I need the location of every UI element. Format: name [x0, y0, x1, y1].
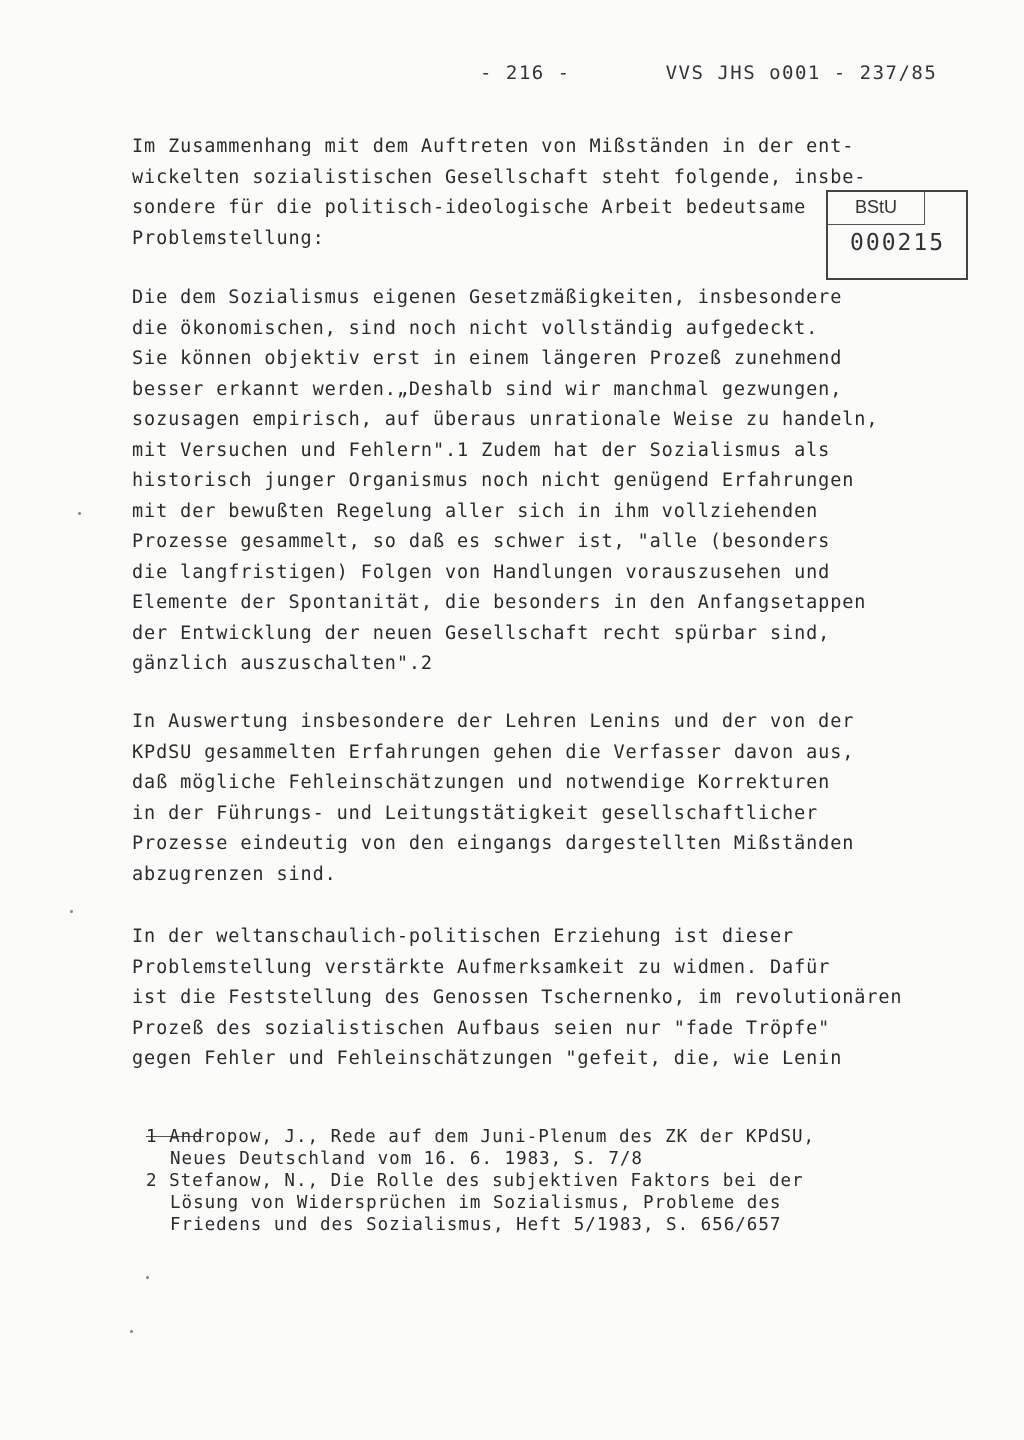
- text-line: In Auswertung insbesondere der Lehren Lenins und der von der: [132, 711, 855, 732]
- text-line: Elemente der Spontanität, die besonders in den Anfangsetappen: [132, 592, 867, 613]
- text-line: daß mögliche Fehleinschätzungen und notwendige Korrekturen: [132, 772, 831, 793]
- stamp-number: 000215: [850, 230, 946, 256]
- text-line: mit der bewußten Regelung aller sich in ihm vollziehenden: [132, 500, 819, 522]
- text-line: wickelten sozialistischen Gesellschaft steht folgende, insbe-: [132, 166, 867, 188]
- page-number: - 216 -: [480, 62, 571, 84]
- text-line: abzugrenzen sind.: [132, 863, 337, 885]
- footnote-line: Neues Deutschland vom 16. 6. 1983, S. 7/8: [170, 1149, 643, 1169]
- text-line: historisch junger Organismus noch nicht genügend Erfahrungen: [132, 470, 855, 491]
- text-line: Die dem Sozialismus eigenen Gesetzmäßigkeiten, insbesondere: [132, 287, 843, 308]
- footnote-line: 2 Stefanow, N., Die Rolle des subjektiven Faktors bei der: [146, 1171, 804, 1191]
- text-line: Prozesse gesammelt, so daß es schwer ist, "alle (besonders: [132, 531, 831, 552]
- footnote-line: 1 Andropow, J., Rede auf dem Juni-Plenum des ZK der KPdSU,: [146, 1127, 816, 1147]
- text-line: Sie können objektiv erst in einem längeren Prozeß zunehmend: [132, 348, 843, 369]
- text-line: Prozesse eindeutig von den eingangs dargestellten Mißständen: [132, 833, 855, 854]
- scan-speck: [130, 1330, 133, 1333]
- paragraph-1: [132, 132, 867, 254]
- page-header: [480, 62, 937, 84]
- text-line: mit Versuchen und Fehlern".1 Zudem hat der Sozialismus als: [132, 439, 831, 461]
- text-line: besser erkannt werden.„Deshalb sind wir manchmal gezwungen,: [132, 378, 843, 400]
- footnote-line: Friedens und des Sozialismus, Heft 5/1983, S. 656/657: [170, 1215, 782, 1235]
- text-line: Prozeß des sozialistischen Aufbaus seien nur "fade Tröpfe": [132, 1017, 831, 1039]
- text-line: der Entwicklung der neuen Gesellschaft recht spürbar sind,: [132, 622, 831, 644]
- text-line: ist die Feststellung des Genossen Tschernenko, im revolutionären: [132, 987, 903, 1008]
- scan-speck: [70, 910, 73, 913]
- paragraph-4: [132, 922, 903, 1075]
- paragraph-2: [132, 283, 892, 680]
- text-line: die langfristigen) Folgen von Handlungen vorauszusehen und: [132, 561, 831, 583]
- text-line: gegen Fehler und Fehleinschätzungen "gefeit, die, wie Lenin: [132, 1048, 843, 1069]
- scan-speck: [78, 512, 81, 515]
- text-line: Problemstellung verstärkte Aufmerksamkeit zu widmen. Dafür: [132, 956, 831, 978]
- text-line: Im Zusammenhang mit dem Auftreten von Mißständen in der ent-: [132, 136, 855, 157]
- text-line: sozusagen empirisch, auf überaus unrationale Weise zu handeln,: [132, 409, 879, 430]
- text-line: Problemstellung:: [132, 227, 325, 249]
- archive-stamp: [826, 190, 968, 280]
- footnotes: [146, 1126, 866, 1236]
- paragraph-3: [132, 707, 892, 890]
- text-line: KPdSU gesammelten Erfahrungen gehen die Verfasser davon aus,: [132, 741, 855, 763]
- text-line: In der weltanschaulich-politischen Erziehung ist dieser: [132, 926, 795, 947]
- scan-speck: [146, 1276, 149, 1279]
- footnote-line: Lösung von Widersprüchen im Sozialismus, Probleme des: [170, 1193, 782, 1213]
- text-line: in der Führungs- und Leitungstätigkeit gesellschaftlicher: [132, 802, 819, 824]
- document-reference: VVS JHS o001 - 237/85: [665, 62, 938, 84]
- text-line: sondere für die politisch-ideologische Arbeit bedeutsame: [132, 197, 807, 218]
- text-line: die ökonomischen, sind noch nicht vollständig aufgedeckt.: [132, 317, 819, 339]
- text-line: gänzlich auszuschalten".2: [132, 653, 433, 674]
- stamp-label: BStU: [828, 192, 925, 225]
